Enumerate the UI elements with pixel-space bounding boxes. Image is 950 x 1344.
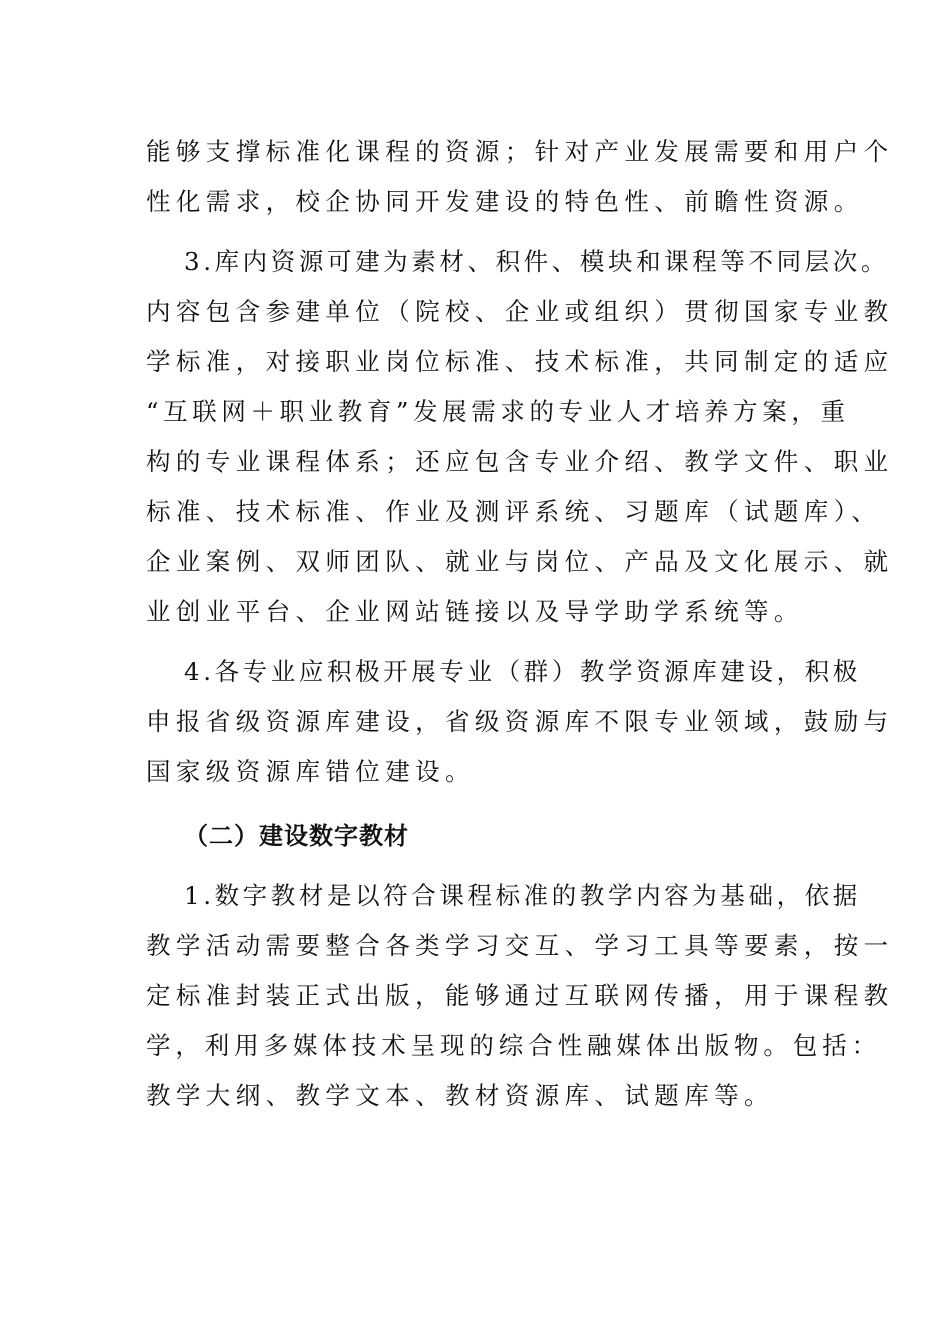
text-line-16: 定标准封装正式出版，能够通过互联网传播，用于课程教 [146, 981, 894, 1010]
text-line-9: 企业案例、双师团队、就业与岗位、产品及文化展示、就 [146, 547, 894, 576]
text-line-3: 3.库内资源可建为素材、积件、模块和课程等不同层次。 [184, 247, 889, 276]
text-line-17: 学，利用多媒体技术呈现的综合性融媒体出版物。包括： [146, 1031, 881, 1060]
text-line-6: “互联网＋职业教育”发展需求的专业人才培养方案，重 [146, 397, 850, 426]
text-line-15: 教学活动需要整合各类学习交互、学习工具等要素，按一 [146, 931, 894, 960]
text-line-4: 内容包含参建单位（院校、企业或组织）贯彻国家专业教 [146, 297, 894, 326]
text-line-11: 4.各专业应积极开展专业（群）教学资源库建设，积极 [184, 657, 861, 686]
text-line-5: 学标准，对接职业岗位标准、技术标准，共同制定的适应 [146, 347, 894, 376]
section-heading: （二）建设数字教材 [184, 822, 409, 850]
text-line-2: 性化需求，校企协同开发建设的特色性、前瞻性资源。 [146, 187, 864, 216]
text-line-12: 申报省级资源库建设，省级资源库不限专业领域，鼓励与 [146, 707, 894, 736]
text-line-14: 1.数字教材是以符合课程标准的教学内容为基础，依据 [184, 881, 861, 910]
text-line-8: 标准、技术标准、作业及测评系统、习题库（试题库）、 [146, 497, 882, 526]
text-line-13: 国家级资源库错位建设。 [146, 757, 475, 786]
text-line-10: 业创业平台、企业网站链接以及导学助学系统等。 [146, 597, 804, 626]
text-line-1: 能够支撑标准化课程的资源；针对产业发展需要和用户个 [146, 137, 894, 166]
text-line-18: 教学大纲、教学文本、教材资源库、试题库等。 [146, 1081, 774, 1110]
text-line-7: 构的专业课程体系；还应包含专业介绍、教学文件、职业 [146, 447, 894, 476]
